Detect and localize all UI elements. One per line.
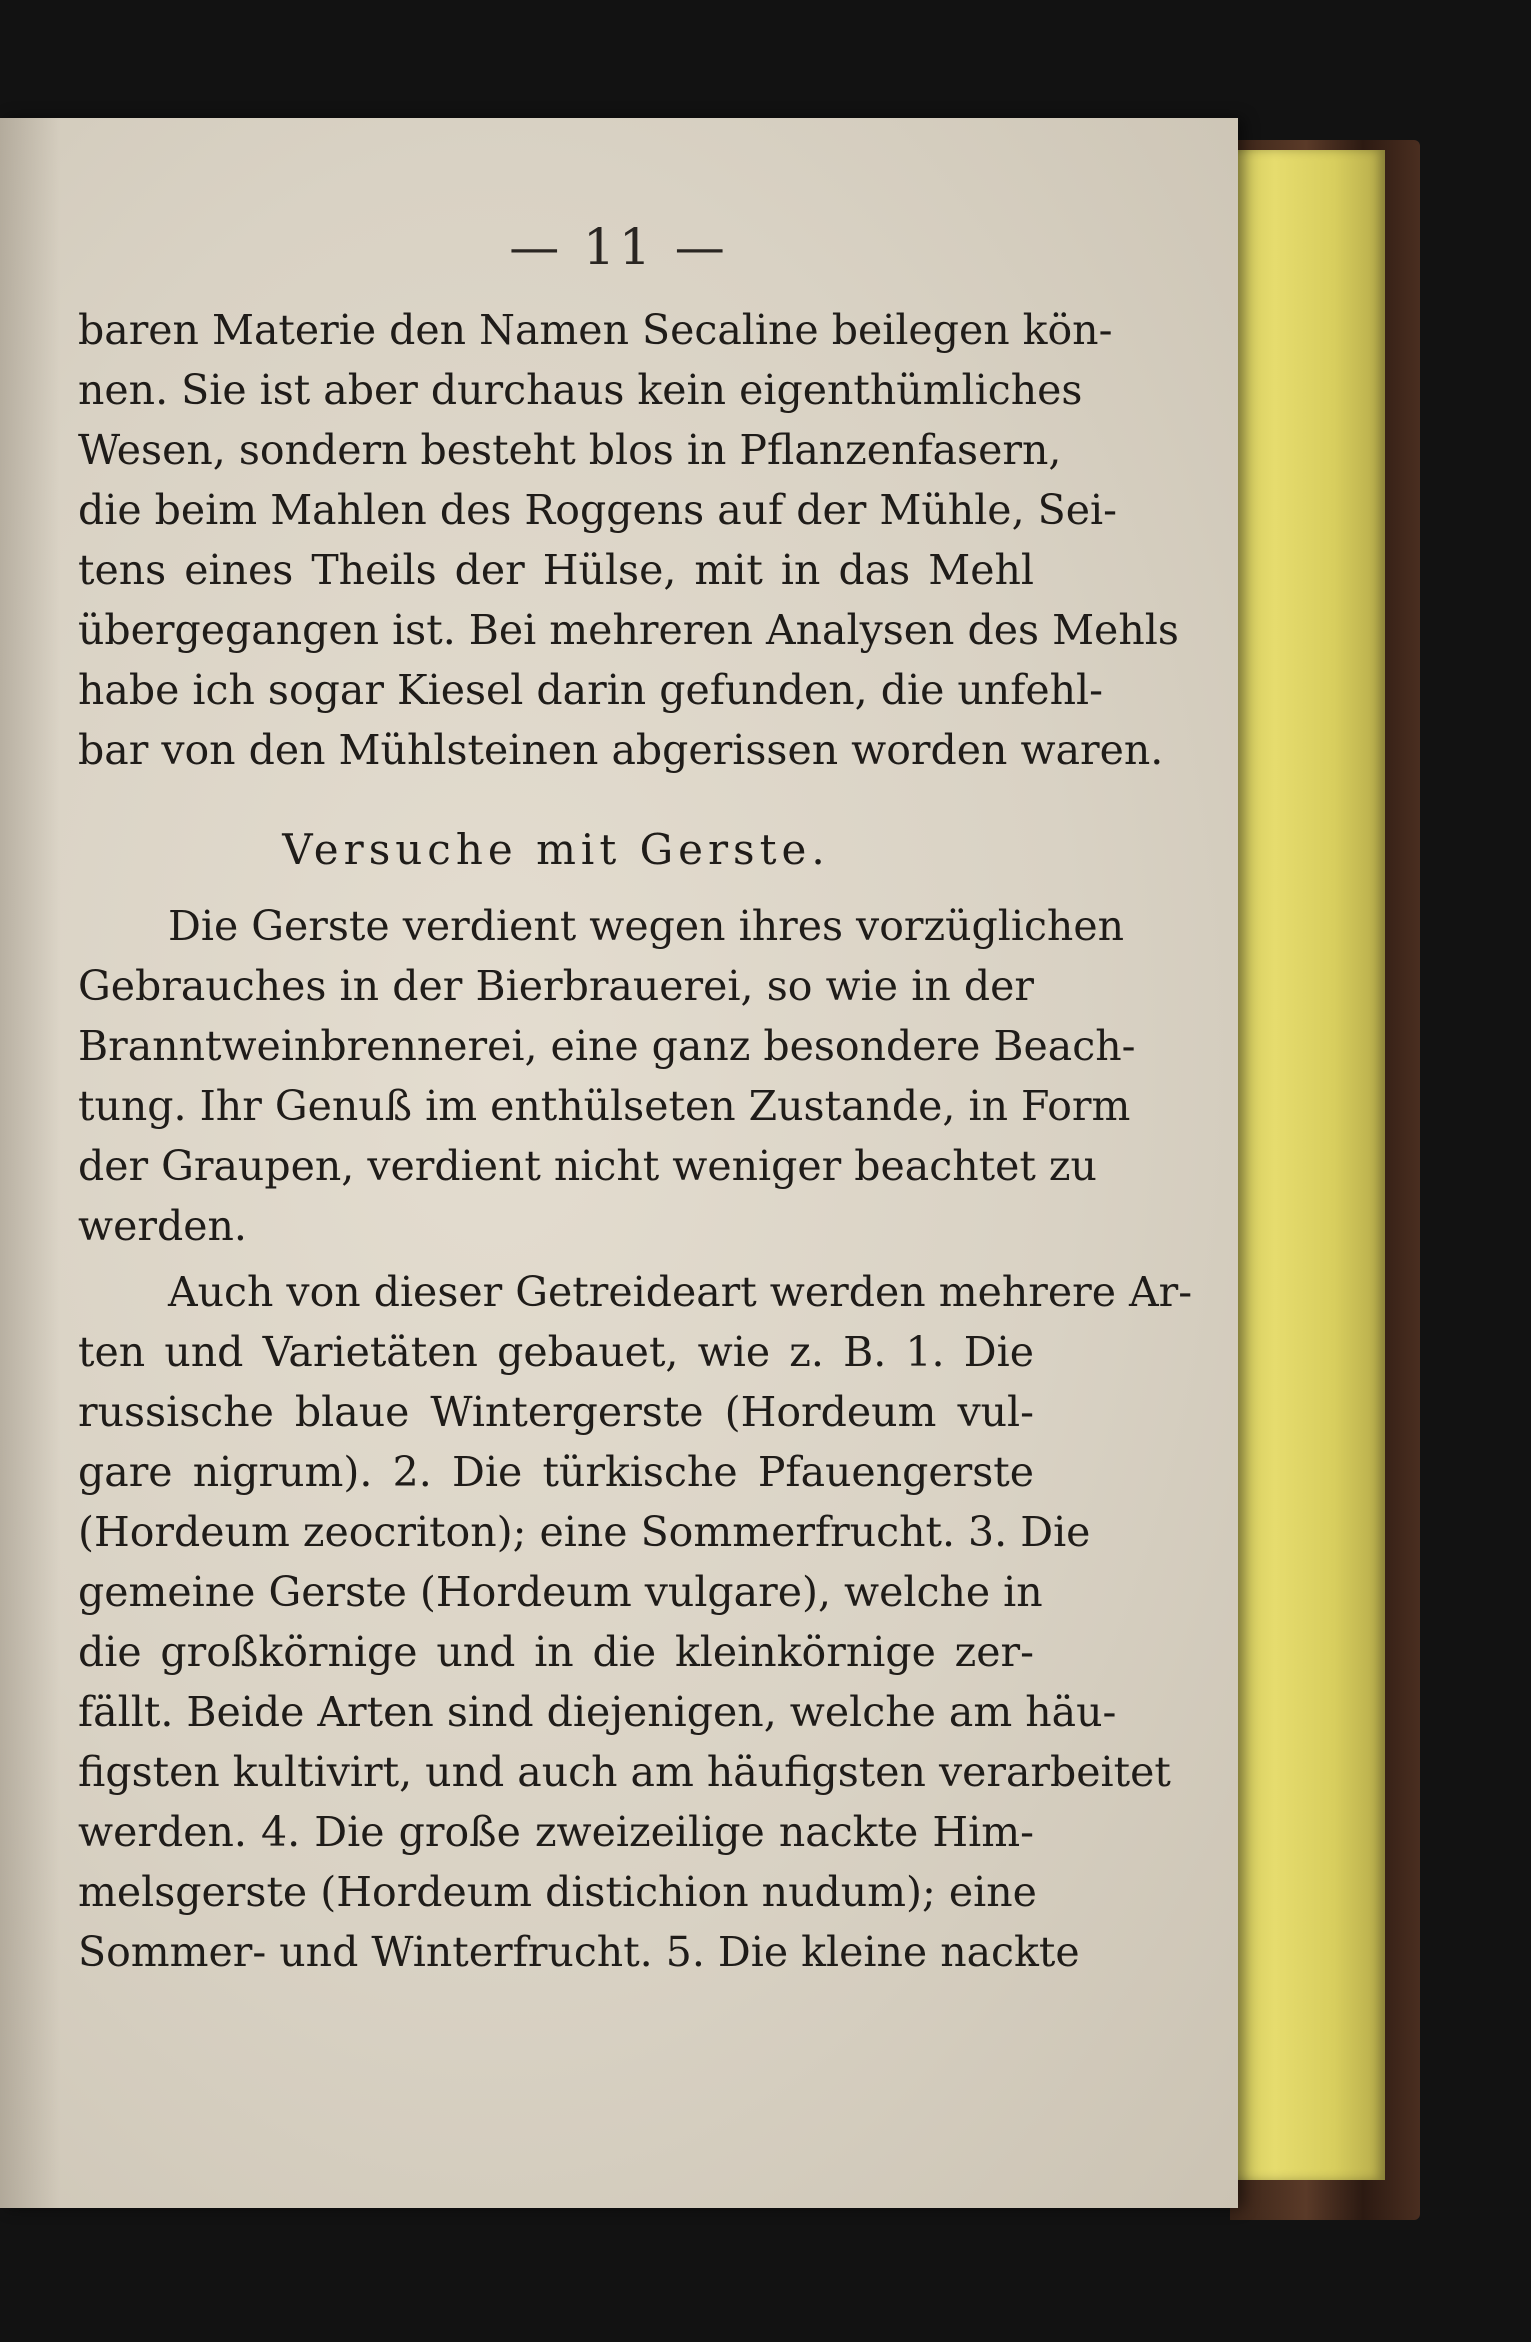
paragraph-secaline	[78, 300, 1179, 780]
page-number: — 11 —	[509, 218, 729, 276]
text-line: baren Materie den Namen Secaline beilegen kön-	[78, 306, 1113, 354]
text-line: bar von den Mühlsteinen abgerissen worden waren.	[78, 726, 1164, 774]
text-line: die großkörnige und in die kleinkörnige zer-	[78, 1628, 1034, 1676]
text-line: übergegangen ist. Bei mehreren Analysen des Mehls	[78, 606, 1179, 654]
text-line: die beim Mahlen des Roggens auf der Mühle, Sei-	[78, 486, 1117, 534]
text-line: gemeine Gerste (Hordeum vulgare), welche in	[78, 1568, 1043, 1616]
text-line: Wesen, sondern besteht blos in Pflanzenfasern,	[78, 426, 1062, 474]
text-line: figsten kultivirt, und auch am häufigsten verarbeitet	[78, 1748, 1171, 1796]
page-edges	[1215, 150, 1385, 2180]
text-line: Die Gerste verdient wegen ihres vorzüglichen	[168, 902, 1124, 950]
text-line: Sommer- und Winterfrucht. 5. Die kleine nackte	[78, 1928, 1080, 1976]
text-line: werden. 4. Die große zweizeilige nackte Him-	[78, 1808, 1034, 1856]
text-line: russische blaue Wintergerste (Hordeum vul-	[78, 1388, 1034, 1436]
text-line: gare nigrum). 2. Die türkische Pfauengerste	[78, 1448, 1034, 1496]
text-line: ten und Varietäten gebauet, wie z. B. 1. Die	[78, 1328, 1034, 1376]
text-line: der Graupen, verdient nicht weniger beachtet zu	[78, 1142, 1097, 1190]
section-heading: Versuche mit Gerste.	[282, 825, 830, 874]
text-line: (Hordeum zeocriton); eine Sommerfrucht. 3. Die	[78, 1508, 1091, 1556]
text-line: habe ich sogar Kiesel darin gefunden, die unfehl-	[78, 666, 1103, 714]
text-line: tung. Ihr Genuß im enthülseten Zustande, in Form	[78, 1082, 1131, 1130]
text-line: werden.	[78, 1202, 247, 1250]
text-block	[78, 300, 1193, 1982]
text-line: nen. Sie ist aber durchaus kein eigenthümliches	[78, 366, 1083, 414]
text-line: Auch von dieser Getreideart werden mehrere Ar-	[168, 1268, 1193, 1316]
text-line: fällt. Beide Arten sind diejenigen, welche am häu-	[78, 1688, 1117, 1736]
text-line: Gebrauches in der Bierbrauerei, so wie in der	[78, 962, 1034, 1010]
text-line: melsgerste (Hordeum distichion nudum); eine	[78, 1868, 1037, 1916]
paragraph-gerste-varieties	[78, 1262, 1193, 1982]
paragraph-gerste-intro	[78, 896, 1136, 1256]
text-line: tens eines Theils der Hülse, mit in das Mehl	[78, 546, 1034, 594]
text-line: Branntweinbrennerei, eine ganz besondere Beach-	[78, 1022, 1136, 1070]
